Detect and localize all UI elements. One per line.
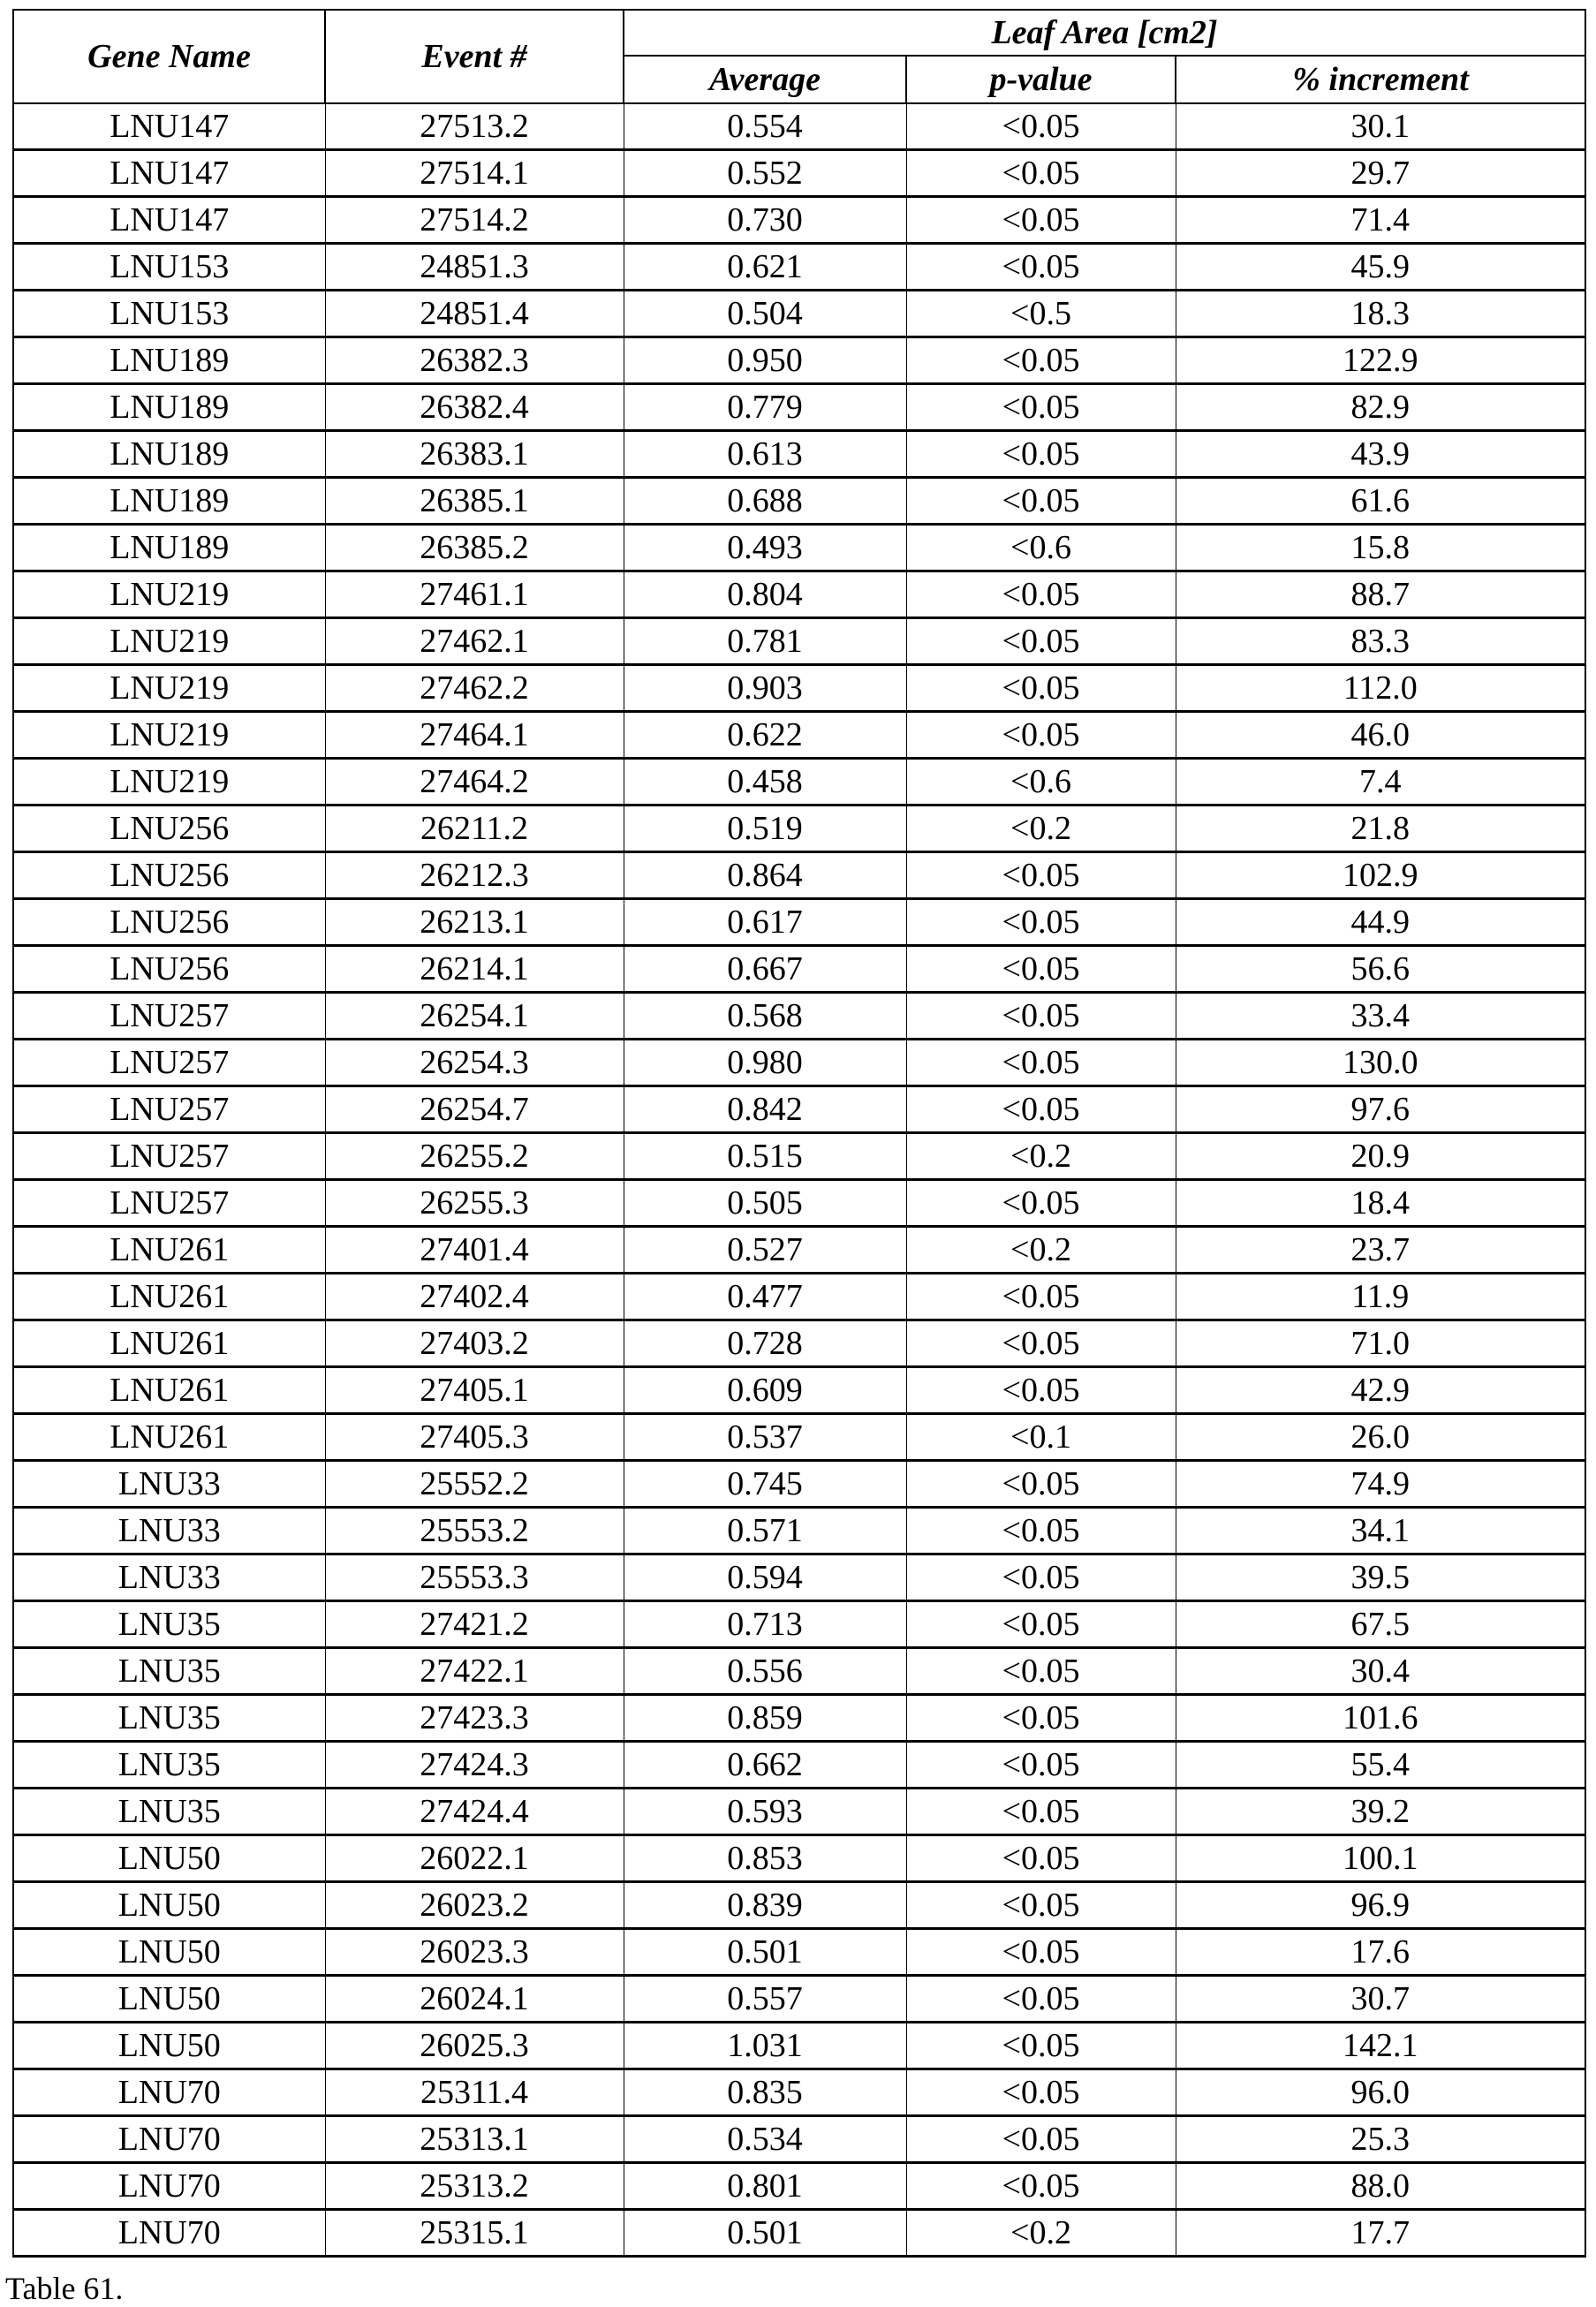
- gene-name-cell: LNU50: [13, 1929, 325, 1976]
- p-value-cell: <0.2: [906, 2210, 1176, 2257]
- gene-name-cell: LNU257: [13, 1133, 325, 1180]
- increment-cell: 142.1: [1176, 2023, 1585, 2069]
- p-value-cell: <0.05: [906, 993, 1176, 1040]
- table-row: [13, 244, 1585, 291]
- event-cell: 27403.2: [325, 1320, 624, 1367]
- p-value-cell: <0.05: [906, 1554, 1176, 1601]
- p-value-cell: <0.05: [906, 431, 1176, 478]
- event-cell: 27402.4: [325, 1274, 624, 1320]
- increment-cell: 30.1: [1176, 103, 1585, 150]
- increment-cell: 96.9: [1176, 1882, 1585, 1929]
- p-value-cell: <0.05: [906, 1274, 1176, 1320]
- gene-name-cell: LNU50: [13, 2023, 325, 2069]
- event-cell: 26254.7: [325, 1086, 624, 1133]
- p-value-cell: <0.05: [906, 2116, 1176, 2163]
- increment-cell: 30.4: [1176, 1648, 1585, 1695]
- increment-cell: 46.0: [1176, 712, 1585, 759]
- gene-name-cell: LNU33: [13, 1461, 325, 1508]
- table-row: [13, 993, 1585, 1040]
- table-row: [13, 1367, 1585, 1414]
- table-row: [13, 291, 1585, 337]
- gene-name-cell: LNU261: [13, 1274, 325, 1320]
- gene-name-cell: LNU70: [13, 2069, 325, 2116]
- average-cell: 0.556: [624, 1648, 906, 1695]
- event-cell: 27461.1: [325, 571, 624, 618]
- p-value-cell: <0.05: [906, 244, 1176, 291]
- table-row: [13, 1789, 1585, 1835]
- p-value-cell: <0.05: [906, 1789, 1176, 1835]
- p-value-cell: <0.05: [906, 1601, 1176, 1648]
- average-cell: 0.537: [624, 1414, 906, 1461]
- average-cell: 0.662: [624, 1742, 906, 1789]
- increment-cell: 33.4: [1176, 993, 1585, 1040]
- gene-name-cell: LNU257: [13, 1040, 325, 1086]
- increment-cell: 88.0: [1176, 2163, 1585, 2210]
- average-cell: 0.519: [624, 806, 906, 852]
- average-cell: 0.728: [624, 1320, 906, 1367]
- increment-cell: 82.9: [1176, 384, 1585, 431]
- p-value-cell: <0.05: [906, 1695, 1176, 1742]
- increment-cell: 45.9: [1176, 244, 1585, 291]
- gene-name-cell: LNU261: [13, 1367, 325, 1414]
- p-value-cell: <0.05: [906, 1882, 1176, 1929]
- increment-cell: 20.9: [1176, 1133, 1585, 1180]
- average-cell: 0.557: [624, 1976, 906, 2023]
- table-row: [13, 150, 1585, 197]
- table-row: [13, 1648, 1585, 1695]
- table-row: [13, 1133, 1585, 1180]
- average-cell: 0.458: [624, 759, 906, 806]
- event-cell: 27423.3: [325, 1695, 624, 1742]
- gene-name-cell: LNU153: [13, 244, 325, 291]
- event-cell: 27422.1: [325, 1648, 624, 1695]
- p-value-cell: <0.05: [906, 665, 1176, 712]
- header-event: Event #: [325, 10, 624, 103]
- average-cell: 0.688: [624, 478, 906, 525]
- table-row: [13, 1414, 1585, 1461]
- table-row: [13, 2163, 1585, 2210]
- increment-cell: 44.9: [1176, 899, 1585, 946]
- event-cell: 26214.1: [325, 946, 624, 993]
- event-cell: 27405.3: [325, 1414, 624, 1461]
- leaf-area-table: [12, 9, 1586, 2258]
- table-row: [13, 103, 1585, 150]
- p-value-cell: <0.05: [906, 1835, 1176, 1882]
- average-cell: 0.505: [624, 1180, 906, 1227]
- p-value-cell: <0.05: [906, 899, 1176, 946]
- p-value-cell: <0.05: [906, 2023, 1176, 2069]
- event-cell: 26254.1: [325, 993, 624, 1040]
- average-cell: 0.950: [624, 337, 906, 384]
- p-value-cell: <0.6: [906, 759, 1176, 806]
- increment-cell: 42.9: [1176, 1367, 1585, 1414]
- gene-name-cell: LNU70: [13, 2116, 325, 2163]
- gene-name-cell: LNU189: [13, 384, 325, 431]
- table-row: [13, 197, 1585, 244]
- p-value-cell: <0.1: [906, 1414, 1176, 1461]
- average-cell: 0.609: [624, 1367, 906, 1414]
- increment-cell: 61.6: [1176, 478, 1585, 525]
- table-row: [13, 1040, 1585, 1086]
- p-value-cell: <0.05: [906, 1976, 1176, 2023]
- p-value-cell: <0.05: [906, 197, 1176, 244]
- increment-cell: 100.1: [1176, 1835, 1585, 1882]
- average-cell: 0.730: [624, 197, 906, 244]
- average-cell: 0.804: [624, 571, 906, 618]
- table-row: [13, 665, 1585, 712]
- gene-name-cell: LNU153: [13, 291, 325, 337]
- table-row: [13, 759, 1585, 806]
- event-cell: 26383.1: [325, 431, 624, 478]
- average-cell: 0.903: [624, 665, 906, 712]
- p-value-cell: <0.05: [906, 1461, 1176, 1508]
- average-cell: 0.842: [624, 1086, 906, 1133]
- table-row: [13, 1554, 1585, 1601]
- table-row: [13, 1461, 1585, 1508]
- event-cell: 27514.2: [325, 197, 624, 244]
- increment-cell: 88.7: [1176, 571, 1585, 618]
- average-cell: 0.864: [624, 852, 906, 899]
- event-cell: 26255.2: [325, 1133, 624, 1180]
- table-row: [13, 618, 1585, 665]
- header-increment: % increment: [1176, 56, 1585, 103]
- table-row: [13, 2069, 1585, 2116]
- table-row: [13, 525, 1585, 571]
- table-row: [13, 478, 1585, 525]
- average-cell: 0.594: [624, 1554, 906, 1601]
- gene-name-cell: LNU256: [13, 899, 325, 946]
- table-row: [13, 1320, 1585, 1367]
- gene-name-cell: LNU256: [13, 946, 325, 993]
- p-value-cell: <0.05: [906, 1086, 1176, 1133]
- gene-name-cell: LNU261: [13, 1414, 325, 1461]
- header-p-value: p-value: [906, 56, 1176, 103]
- average-cell: 0.713: [624, 1601, 906, 1648]
- table-row: [13, 1882, 1585, 1929]
- p-value-cell: <0.05: [906, 150, 1176, 197]
- increment-cell: 56.6: [1176, 946, 1585, 993]
- event-cell: 26023.2: [325, 1882, 624, 1929]
- event-cell: 27513.2: [325, 103, 624, 150]
- event-cell: 26255.3: [325, 1180, 624, 1227]
- header-leaf-area: Leaf Area [cm2]: [624, 10, 1585, 56]
- event-cell: 25315.1: [325, 2210, 624, 2257]
- increment-cell: 130.0: [1176, 1040, 1585, 1086]
- increment-cell: 18.3: [1176, 291, 1585, 337]
- p-value-cell: <0.05: [906, 1742, 1176, 1789]
- event-cell: 26022.1: [325, 1835, 624, 1882]
- increment-cell: 83.3: [1176, 618, 1585, 665]
- average-cell: 0.593: [624, 1789, 906, 1835]
- event-cell: 27464.1: [325, 712, 624, 759]
- event-cell: 26385.2: [325, 525, 624, 571]
- average-cell: 0.501: [624, 2210, 906, 2257]
- table-row: [13, 1929, 1585, 1976]
- event-cell: 25313.1: [325, 2116, 624, 2163]
- header-gene-name: Gene Name: [13, 10, 325, 103]
- increment-cell: 55.4: [1176, 1742, 1585, 1789]
- increment-cell: 11.9: [1176, 1274, 1585, 1320]
- table-row: [13, 1274, 1585, 1320]
- increment-cell: 74.9: [1176, 1461, 1585, 1508]
- gene-name-cell: LNU219: [13, 759, 325, 806]
- increment-cell: 25.3: [1176, 2116, 1585, 2163]
- gene-name-cell: LNU261: [13, 1320, 325, 1367]
- gene-name-cell: LNU35: [13, 1695, 325, 1742]
- gene-name-cell: LNU35: [13, 1742, 325, 1789]
- p-value-cell: <0.05: [906, 1648, 1176, 1695]
- average-cell: 0.552: [624, 150, 906, 197]
- increment-cell: 122.9: [1176, 337, 1585, 384]
- increment-cell: 39.5: [1176, 1554, 1585, 1601]
- event-cell: 27464.2: [325, 759, 624, 806]
- gene-name-cell: LNU147: [13, 150, 325, 197]
- increment-cell: 101.6: [1176, 1695, 1585, 1742]
- average-cell: 0.622: [624, 712, 906, 759]
- increment-cell: 71.0: [1176, 1320, 1585, 1367]
- table-row: [13, 946, 1585, 993]
- gene-name-cell: LNU219: [13, 571, 325, 618]
- p-value-cell: <0.05: [906, 1040, 1176, 1086]
- table-row: [13, 431, 1585, 478]
- gene-name-cell: LNU189: [13, 337, 325, 384]
- p-value-cell: <0.2: [906, 1227, 1176, 1274]
- event-cell: 26213.1: [325, 899, 624, 946]
- average-cell: 0.667: [624, 946, 906, 993]
- gene-name-cell: LNU256: [13, 852, 325, 899]
- event-cell: 27424.3: [325, 1742, 624, 1789]
- gene-name-cell: LNU219: [13, 665, 325, 712]
- gene-name-cell: LNU35: [13, 1789, 325, 1835]
- event-cell: 27462.2: [325, 665, 624, 712]
- p-value-cell: <0.05: [906, 384, 1176, 431]
- p-value-cell: <0.5: [906, 291, 1176, 337]
- p-value-cell: <0.05: [906, 103, 1176, 150]
- average-cell: 0.554: [624, 103, 906, 150]
- table-caption: Table 61.: [5, 2270, 123, 2307]
- average-cell: 0.493: [624, 525, 906, 571]
- average-cell: 0.534: [624, 2116, 906, 2163]
- increment-cell: 43.9: [1176, 431, 1585, 478]
- gene-name-cell: LNU70: [13, 2210, 325, 2257]
- gene-name-cell: LNU189: [13, 525, 325, 571]
- event-cell: 26211.2: [325, 806, 624, 852]
- average-cell: 0.568: [624, 993, 906, 1040]
- average-cell: 0.621: [624, 244, 906, 291]
- p-value-cell: <0.05: [906, 337, 1176, 384]
- average-cell: 0.781: [624, 618, 906, 665]
- gene-name-cell: LNU257: [13, 1180, 325, 1227]
- table-row: [13, 806, 1585, 852]
- event-cell: 24851.3: [325, 244, 624, 291]
- table-row: [13, 1227, 1585, 1274]
- increment-cell: 15.8: [1176, 525, 1585, 571]
- increment-cell: 17.7: [1176, 2210, 1585, 2257]
- average-cell: 0.859: [624, 1695, 906, 1742]
- increment-cell: 29.7: [1176, 150, 1585, 197]
- table-row: [13, 2116, 1585, 2163]
- average-cell: 0.527: [624, 1227, 906, 1274]
- table-row: [13, 384, 1585, 431]
- average-cell: 0.617: [624, 899, 906, 946]
- event-cell: 25553.3: [325, 1554, 624, 1601]
- gene-name-cell: LNU147: [13, 103, 325, 150]
- gene-name-cell: LNU219: [13, 618, 325, 665]
- increment-cell: 23.7: [1176, 1227, 1585, 1274]
- event-cell: 27424.4: [325, 1789, 624, 1835]
- gene-name-cell: LNU35: [13, 1601, 325, 1648]
- average-cell: 0.839: [624, 1882, 906, 1929]
- average-cell: 0.835: [624, 2069, 906, 2116]
- gene-name-cell: LNU189: [13, 431, 325, 478]
- table-row: [13, 899, 1585, 946]
- event-cell: 27421.2: [325, 1601, 624, 1648]
- p-value-cell: <0.05: [906, 571, 1176, 618]
- event-cell: 26024.1: [325, 1976, 624, 2023]
- gene-name-cell: LNU33: [13, 1508, 325, 1554]
- event-cell: 26254.3: [325, 1040, 624, 1086]
- table-body: [13, 103, 1585, 2257]
- table-row: [13, 1180, 1585, 1227]
- p-value-cell: <0.05: [906, 946, 1176, 993]
- event-cell: 26382.4: [325, 384, 624, 431]
- p-value-cell: <0.05: [906, 1929, 1176, 1976]
- increment-cell: 102.9: [1176, 852, 1585, 899]
- p-value-cell: <0.05: [906, 852, 1176, 899]
- gene-name-cell: LNU50: [13, 1976, 325, 2023]
- event-cell: 27405.1: [325, 1367, 624, 1414]
- average-cell: 0.853: [624, 1835, 906, 1882]
- average-cell: 0.504: [624, 291, 906, 337]
- event-cell: 27401.4: [325, 1227, 624, 1274]
- average-cell: 1.031: [624, 2023, 906, 2069]
- event-cell: 26025.3: [325, 2023, 624, 2069]
- increment-cell: 30.7: [1176, 1976, 1585, 2023]
- event-cell: 25552.2: [325, 1461, 624, 1508]
- event-cell: 26023.3: [325, 1929, 624, 1976]
- gene-name-cell: LNU257: [13, 1086, 325, 1133]
- table-row: [13, 1086, 1585, 1133]
- increment-cell: 18.4: [1176, 1180, 1585, 1227]
- p-value-cell: <0.05: [906, 1320, 1176, 1367]
- average-cell: 0.515: [624, 1133, 906, 1180]
- increment-cell: 71.4: [1176, 197, 1585, 244]
- increment-cell: 39.2: [1176, 1789, 1585, 1835]
- p-value-cell: <0.6: [906, 525, 1176, 571]
- event-cell: 25553.2: [325, 1508, 624, 1554]
- table-row: [13, 712, 1585, 759]
- average-cell: 0.477: [624, 1274, 906, 1320]
- gene-name-cell: LNU147: [13, 197, 325, 244]
- gene-name-cell: LNU261: [13, 1227, 325, 1274]
- table-row: [13, 1508, 1585, 1554]
- average-cell: 0.571: [624, 1508, 906, 1554]
- header-average: Average: [624, 56, 906, 103]
- increment-cell: 97.6: [1176, 1086, 1585, 1133]
- increment-cell: 96.0: [1176, 2069, 1585, 2116]
- event-cell: 26382.3: [325, 337, 624, 384]
- p-value-cell: <0.05: [906, 2163, 1176, 2210]
- increment-cell: 26.0: [1176, 1414, 1585, 1461]
- p-value-cell: <0.05: [906, 478, 1176, 525]
- p-value-cell: <0.05: [906, 618, 1176, 665]
- average-cell: 0.779: [624, 384, 906, 431]
- increment-cell: 34.1: [1176, 1508, 1585, 1554]
- table-row: [13, 337, 1585, 384]
- event-cell: 26385.1: [325, 478, 624, 525]
- increment-cell: 7.4: [1176, 759, 1585, 806]
- average-cell: 0.745: [624, 1461, 906, 1508]
- increment-cell: 67.5: [1176, 1601, 1585, 1648]
- p-value-cell: <0.2: [906, 806, 1176, 852]
- event-cell: 24851.4: [325, 291, 624, 337]
- p-value-cell: <0.05: [906, 1508, 1176, 1554]
- gene-name-cell: LNU35: [13, 1648, 325, 1695]
- table-row: [13, 2023, 1585, 2069]
- table-row: [13, 571, 1585, 618]
- increment-cell: 17.6: [1176, 1929, 1585, 1976]
- event-cell: 27462.1: [325, 618, 624, 665]
- p-value-cell: <0.05: [906, 2069, 1176, 2116]
- gene-name-cell: LNU257: [13, 993, 325, 1040]
- average-cell: 0.801: [624, 2163, 906, 2210]
- table-row: [13, 2210, 1585, 2257]
- increment-cell: 112.0: [1176, 665, 1585, 712]
- increment-cell: 21.8: [1176, 806, 1585, 852]
- event-cell: 27514.1: [325, 150, 624, 197]
- table-row: [13, 852, 1585, 899]
- table-row: [13, 1695, 1585, 1742]
- gene-name-cell: LNU256: [13, 806, 325, 852]
- gene-name-cell: LNU189: [13, 478, 325, 525]
- gene-name-cell: LNU219: [13, 712, 325, 759]
- table-row: [13, 1976, 1585, 2023]
- gene-name-cell: LNU33: [13, 1554, 325, 1601]
- p-value-cell: <0.2: [906, 1133, 1176, 1180]
- event-cell: 25313.2: [325, 2163, 624, 2210]
- event-cell: 26212.3: [325, 852, 624, 899]
- p-value-cell: <0.05: [906, 1180, 1176, 1227]
- gene-name-cell: LNU50: [13, 1835, 325, 1882]
- average-cell: 0.980: [624, 1040, 906, 1086]
- table-row: [13, 1601, 1585, 1648]
- table-row: [13, 1742, 1585, 1789]
- p-value-cell: <0.05: [906, 1367, 1176, 1414]
- average-cell: 0.501: [624, 1929, 906, 1976]
- table-row: [13, 1835, 1585, 1882]
- p-value-cell: <0.05: [906, 712, 1176, 759]
- gene-name-cell: LNU50: [13, 1882, 325, 1929]
- gene-name-cell: LNU70: [13, 2163, 325, 2210]
- event-cell: 25311.4: [325, 2069, 624, 2116]
- average-cell: 0.613: [624, 431, 906, 478]
